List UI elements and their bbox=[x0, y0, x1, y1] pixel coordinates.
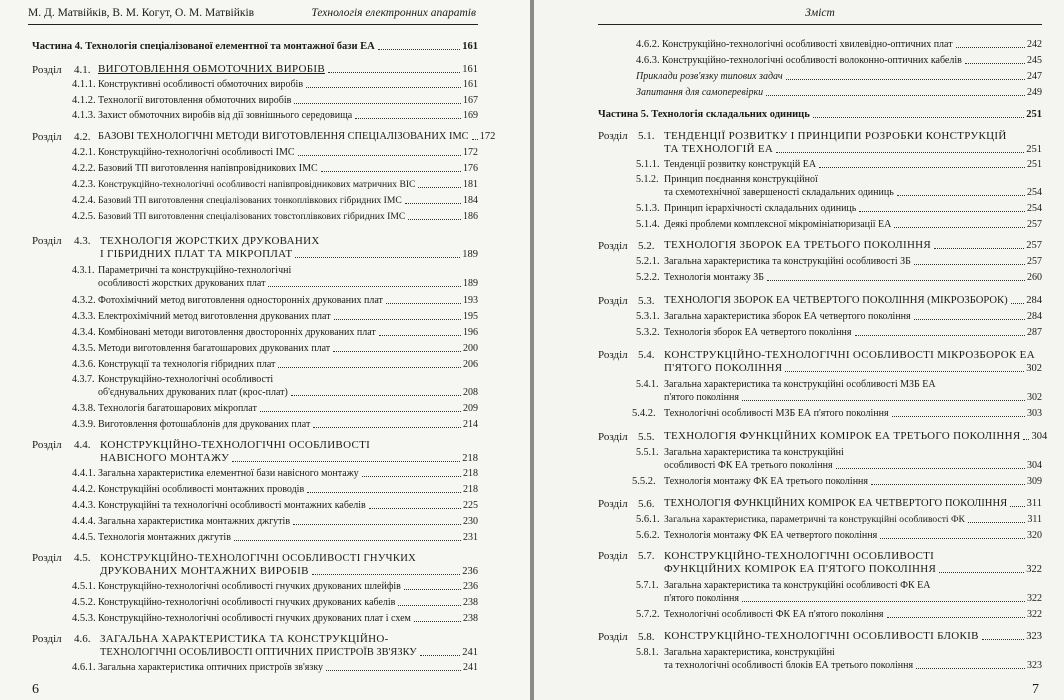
section-number: 5.6. bbox=[638, 498, 655, 510]
toc-item-5-4-1[interactable]: п'ятого покоління 302 bbox=[664, 392, 1042, 403]
toc-item-number: 5.1.2. bbox=[636, 174, 659, 185]
section-label: Розділ bbox=[32, 64, 62, 76]
section-label: Розділ bbox=[32, 439, 62, 451]
section-label: Розділ bbox=[598, 498, 628, 510]
toc-section-5-5[interactable]: ТЕХНОЛОГІЯ ФУНКЦІЙНИХ КОМІРОК ЕА ТРЕТЬОГО ПОКОЛІННЯ 304 bbox=[664, 430, 1048, 442]
toc-item-4-2-2[interactable]: 4.2.2. Базовий ТП виготовлення напівпровідникових ІМС 176 bbox=[72, 163, 478, 174]
section-number: 4.4. bbox=[74, 439, 91, 451]
section-number: 4.5. bbox=[74, 552, 91, 564]
toc-item-5-3-1[interactable]: 5.3.1. Загальна характеристика зборок ЕА четвертого покоління 284 bbox=[636, 311, 1042, 322]
toc-item-4-3-5[interactable]: 4.3.5. Методи виготовлення багатошарових друкованих плат 200 bbox=[72, 343, 478, 354]
toc-item-5-2-1[interactable]: 5.2.1. Загальна характеристика та конструкційні особливості ЗБ 257 bbox=[636, 256, 1042, 267]
right-page bbox=[534, 0, 1064, 700]
toc-item-5-4-2[interactable]: 5.4.2. Технологічні особливості МЗБ ЕА п'ятого покоління 303 bbox=[632, 408, 1042, 419]
toc-part-5[interactable]: Частина 5. Технологія складальних одиниць 251 bbox=[598, 109, 1042, 120]
section-title-line: КОНСТРУКЦІЙНО-ТЕХНОЛОГІЧНІ ОСОБЛИВОСТІ bbox=[100, 439, 371, 451]
page-ref: 161 bbox=[462, 64, 478, 75]
header-authors: М. Д. Матвійків, В. М. Когут, О. М. Матвійків bbox=[28, 7, 255, 19]
toc-section-4-3[interactable]: І ГІБРИДНИХ ПЛАТ ТА МІКРОПЛАТ 189 bbox=[100, 248, 478, 260]
toc-item-4-1-2[interactable]: 4.1.2. Технології виготовлення обмоточних виробів 167 bbox=[72, 95, 478, 106]
toc-item-4-1-3[interactable]: 4.1.3. Захист обмоточних виробів від дії зовнішнього середовища 169 bbox=[72, 110, 478, 121]
toc-section-5-4[interactable]: П'ЯТОГО ПОКОЛІННЯ 302 bbox=[664, 362, 1042, 374]
page-number: 7 bbox=[1032, 682, 1039, 697]
toc-item-4-3-6[interactable]: 4.3.6. Конструкції та технологія гібридних плат 206 bbox=[72, 359, 478, 370]
toc-item-5-5-2[interactable]: 5.5.2. Технологія монтажу ФК ЕА третього покоління 309 bbox=[632, 476, 1042, 487]
leader-dots bbox=[378, 49, 460, 50]
toc-item-4-3-1[interactable]: особливості жорстких друкованих плат 189 bbox=[98, 278, 478, 289]
toc-item-5-1-4[interactable]: 5.1.4. Деякі проблеми комплексної мікромініатюризації ЕА 257 bbox=[636, 219, 1042, 230]
section-number: 4.3. bbox=[74, 235, 91, 247]
section-number: 4.6. bbox=[74, 633, 91, 645]
toc-item-4-3-4[interactable]: 4.3.4. Комбіновані методи виготовлення двосторонніх друкованих плат 196 bbox=[72, 327, 478, 338]
toc-item-4-6-2[interactable]: 4.6.2. Конструкційно-технологічні особливості хвилевідно-оптичних плат 242 bbox=[636, 39, 1042, 50]
toc-section-4-2[interactable]: БАЗОВІ ТЕХНОЛОГІЧНІ МЕТОДИ ВИГОТОВЛЕННЯ СПЕЦІАЛІЗОВАНИХ ІМС 172 bbox=[98, 131, 496, 142]
toc-item-4-5-3[interactable]: 4.5.3. Конструкційно-технологічні особливості гнучких друкованих плат і схем 238 bbox=[72, 613, 478, 624]
toc-section-4-4[interactable]: НАВІСНОГО МОНТАЖУ 218 bbox=[100, 452, 478, 464]
section-label: Розділ bbox=[598, 130, 628, 142]
toc-item-text-line: Загальна характеристика та конструкційні особливості МЗБ ЕА bbox=[664, 379, 936, 390]
toc-item-number: 5.7.1. bbox=[636, 580, 659, 591]
running-header bbox=[28, 6, 478, 25]
toc-item-4-3-3[interactable]: 4.3.3. Електрохімічний метод виготовлення друкованих плат 195 bbox=[72, 311, 478, 322]
section-label: Розділ bbox=[32, 131, 62, 143]
toc-item-4-4-2[interactable]: 4.4.2. Конструкційні особливості монтажних проводів 218 bbox=[72, 484, 478, 495]
toc-item-4-5-2[interactable]: 4.5.2. Конструкційно-технологічні особливості гнучких друкованих кабелів 238 bbox=[72, 597, 478, 608]
section-label: Розділ bbox=[598, 431, 628, 443]
section-label: Розділ bbox=[598, 631, 628, 643]
section-label: Розділ bbox=[598, 295, 628, 307]
toc-item-5-6-2[interactable]: 5.6.2. Технологія монтажу ФК ЕА четвертого покоління 320 bbox=[636, 530, 1042, 541]
toc-item-questions[interactable]: Запитання для самоперевірки 249 bbox=[636, 87, 1042, 98]
toc-section-5-2[interactable]: ТЕХНОЛОГІЯ ЗБОРОК ЕА ТРЕТЬОГО ПОКОЛІННЯ 257 bbox=[664, 239, 1042, 251]
header-title: Зміст bbox=[805, 7, 835, 19]
toc-section-5-7[interactable]: ФУНКЦІЙНИХ КОМІРОК ЕА П'ЯТОГО ПОКОЛІННЯ 322 bbox=[664, 563, 1042, 575]
toc-item-4-2-3[interactable]: 4.2.3. Конструкційно-технологічні особливості напівпровідникових матричних ВІС 181 bbox=[72, 179, 478, 190]
toc-item-4-6-1[interactable]: 4.6.1. Загальна характеристика оптичних пристроїв зв'язку 241 bbox=[72, 662, 478, 673]
toc-item-examples[interactable]: Приклади розв'язку типових задач 247 bbox=[636, 71, 1042, 82]
section-label: Розділ bbox=[598, 550, 628, 562]
toc-item-5-7-1[interactable]: п'ятого покоління 322 bbox=[664, 593, 1042, 604]
section-title-line: КОНСТРУКЦІЙНО-ТЕХНОЛОГІЧНІ ОСОБЛИВОСТІ МІКРОЗБОРОК ЕА bbox=[664, 349, 1035, 361]
toc-section-5-1[interactable]: ТА ТЕХНОЛОГІЙ ЕА 251 bbox=[664, 143, 1042, 155]
section-number: 5.2. bbox=[638, 240, 655, 252]
section-title-line: КОНСТРУКЦІЙНО-ТЕХНОЛОГІЧНІ ОСОБЛИВОСТІ bbox=[664, 550, 935, 562]
toc-section-4-5[interactable]: ДРУКОВАНИХ МОНТАЖНИХ ВИРОБІВ 236 bbox=[100, 565, 478, 577]
toc-item-4-1-1[interactable]: 4.1.1. Конструктивні особливості обмоточних виробів 161 bbox=[72, 79, 478, 90]
toc-item-5-1-3[interactable]: 5.1.3. Принцип ієрархічності складальних одиниць 254 bbox=[636, 203, 1042, 214]
toc-item-4-3-2[interactable]: 4.3.2. Фотохімічний метод виготовлення односторонніх друкованих плат 193 bbox=[72, 295, 478, 306]
section-label: Розділ bbox=[32, 633, 62, 645]
running-header bbox=[598, 6, 1042, 25]
toc-item-5-1-2[interactable]: та схемотехнічної завершеності складальних одиниць 254 bbox=[664, 187, 1042, 198]
section-number: 5.8. bbox=[638, 631, 655, 643]
toc-item-text-line: Загальна характеристика та конструкційні bbox=[664, 447, 844, 458]
page-ref: 161 bbox=[462, 41, 478, 52]
toc-item-5-6-1[interactable]: 5.6.1. Загальна характеристика, параметричні та конструкційні особливості ФК 311 bbox=[636, 514, 1042, 525]
toc-item-5-1-1[interactable]: 5.1.1. Тенденції розвитку конструкцій ЕА 251 bbox=[636, 159, 1042, 170]
page-number: 6 bbox=[32, 682, 39, 697]
toc-item-number: 5.8.1. bbox=[636, 647, 659, 658]
toc-item-text-line: Параметричні та конструкційно-технологічні bbox=[98, 265, 292, 276]
section-title-line: КОНСТРУКЦІЙНО-ТЕХНОЛОГІЧНІ ОСОБЛИВОСТІ ГНУЧКИХ bbox=[100, 553, 417, 564]
toc-item-text-line: Загальна характеристика, конструкційні bbox=[664, 647, 835, 658]
section-number: 5.4. bbox=[638, 349, 655, 361]
toc-item-number: 4.3.7. bbox=[72, 374, 95, 385]
toc-item-4-4-4[interactable]: 4.4.4. Загальна характеристика монтажних джгутів 230 bbox=[72, 516, 478, 527]
toc-item-5-2-2[interactable]: 5.2.2. Технологія монтажу ЗБ 260 bbox=[636, 272, 1042, 283]
section-number: 4.2. bbox=[74, 131, 91, 143]
toc-section-5-6[interactable]: ТЕХНОЛОГІЯ ФУНКЦІЙНИХ КОМІРОК ЕА ЧЕТВЕРТОГО ПОКОЛІННЯ 311 bbox=[664, 498, 1042, 509]
toc-section-5-8[interactable]: КОНСТРУКЦІЙНО-ТЕХНОЛОГІЧНІ ОСОБЛИВОСТІ БЛОКІВ 323 bbox=[664, 630, 1042, 642]
section-title-line: ТЕНДЕНЦІЇ РОЗВИТКУ І ПРИНЦИПИ РОЗРОБКИ КОНСТРУКЦІЙ bbox=[664, 130, 1007, 142]
toc-item-text-line: Конструкційно-технологічні особливості bbox=[98, 374, 274, 385]
toc-item-number: 5.5.1. bbox=[636, 447, 659, 458]
section-title-line: ТЕХНОЛОГІЯ ЖОРСТКИХ ДРУКОВАНИХ bbox=[100, 235, 320, 247]
toc-item-4-5-1[interactable]: 4.5.1. Конструкційно-технологічні особливості гнучких друкованих шлейфів 236 bbox=[72, 581, 478, 592]
toc-item-4-2-1[interactable]: 4.2.1. Конструкційно-технологічні особливості ІМС 172 bbox=[72, 147, 478, 158]
toc-item-4-3-8[interactable]: 4.3.8. Технологія багатошарових мікроплат 209 bbox=[72, 403, 478, 414]
toc-item-5-8-1[interactable]: та технологічні особливості блоків ЕА третього покоління 323 bbox=[664, 660, 1042, 671]
section-number: 5.1. bbox=[638, 130, 655, 142]
toc-item-4-2-5[interactable]: 4.2.5. Базовий ТП виготовлення спеціалізованих товстоплівкових гібридних ІМС 186 bbox=[72, 211, 478, 222]
toc-section-5-3[interactable]: ТЕХНОЛОГІЯ ЗБОРОК ЕА ЧЕТВЕРТОГО ПОКОЛІННЯ (МІКРОЗБОРОК) 284 bbox=[664, 295, 1042, 306]
section-label: Розділ bbox=[32, 552, 62, 564]
toc-item-number: 5.4.1. bbox=[636, 379, 659, 390]
toc-item-5-7-2[interactable]: 5.7.2. Технологічні особливості ФК ЕА п'ятого покоління 322 bbox=[636, 609, 1042, 620]
section-number: 4.1. bbox=[74, 64, 91, 76]
toc-item-4-3-7[interactable]: об'єднувальних друкованих плат (крос-плат) 208 bbox=[98, 387, 478, 398]
left-page bbox=[0, 0, 530, 700]
section-label: Розділ bbox=[32, 235, 62, 247]
toc-part-4[interactable]: Частина 4. Технологія спеціалізованої елементної та монтажної бази ЕА 161 bbox=[32, 41, 478, 52]
header-book-title: Технологія електронних апаратів bbox=[311, 7, 476, 19]
section-label: Розділ bbox=[598, 349, 628, 361]
section-title-line: ЗАГАЛЬНА ХАРАКТЕРИСТИКА ТА КОНСТРУКЦІЙНО- bbox=[100, 633, 389, 645]
toc-item-4-6-3[interactable]: 4.6.3. Конструкційно-технологічні особливості волоконно-оптичних кабелів 245 bbox=[636, 55, 1042, 66]
toc-item-text-line: Загальна характеристика та конструкційні особливості ФК ЕА bbox=[664, 580, 931, 591]
section-label: Розділ bbox=[598, 240, 628, 252]
toc-item-5-5-1[interactable]: особливості ФК ЕА третього покоління 304 bbox=[664, 460, 1042, 471]
toc-item-text-line: Принцип поєднання конструкційної bbox=[664, 174, 818, 185]
toc-section-4-1[interactable]: ВИГОТОВЛЕННЯ ОБМОТОЧНИХ ВИРОБІВ 161 bbox=[98, 63, 478, 75]
section-number: 5.3. bbox=[638, 295, 655, 307]
toc-item-4-4-1[interactable]: 4.4.1. Загальна характеристика елементної бази навісного монтажу 218 bbox=[72, 468, 478, 479]
toc-item-5-3-2[interactable]: 5.3.2. Технологія зборок ЕА четвертого покоління 287 bbox=[636, 327, 1042, 338]
toc-item-4-4-5[interactable]: 4.4.5. Технологія монтажних джгутів 231 bbox=[72, 532, 478, 543]
toc-item-4-2-4[interactable]: 4.2.4. Базовий ТП виготовлення спеціалізованих тонкоплівкових гібридних ІМС 184 bbox=[72, 195, 478, 206]
toc-item-4-4-3[interactable]: 4.4.3. Конструкційні та технологічні особливості монтажних кабелів 225 bbox=[72, 500, 478, 511]
section-number: 5.5. bbox=[638, 431, 655, 443]
toc-item-number: 4.3.1. bbox=[72, 265, 95, 276]
section-number: 5.7. bbox=[638, 550, 655, 562]
toc-item-4-3-9[interactable]: 4.3.9. Виготовлення фотошаблонів для друкованих плат 214 bbox=[72, 419, 478, 430]
toc-section-4-6[interactable]: ТЕХНОЛОГІЧНІ ОСОБЛИВОСТІ ОПТИЧНИХ ПРИСТРОЇВ ЗВ'ЯЗКУ 241 bbox=[100, 647, 478, 658]
